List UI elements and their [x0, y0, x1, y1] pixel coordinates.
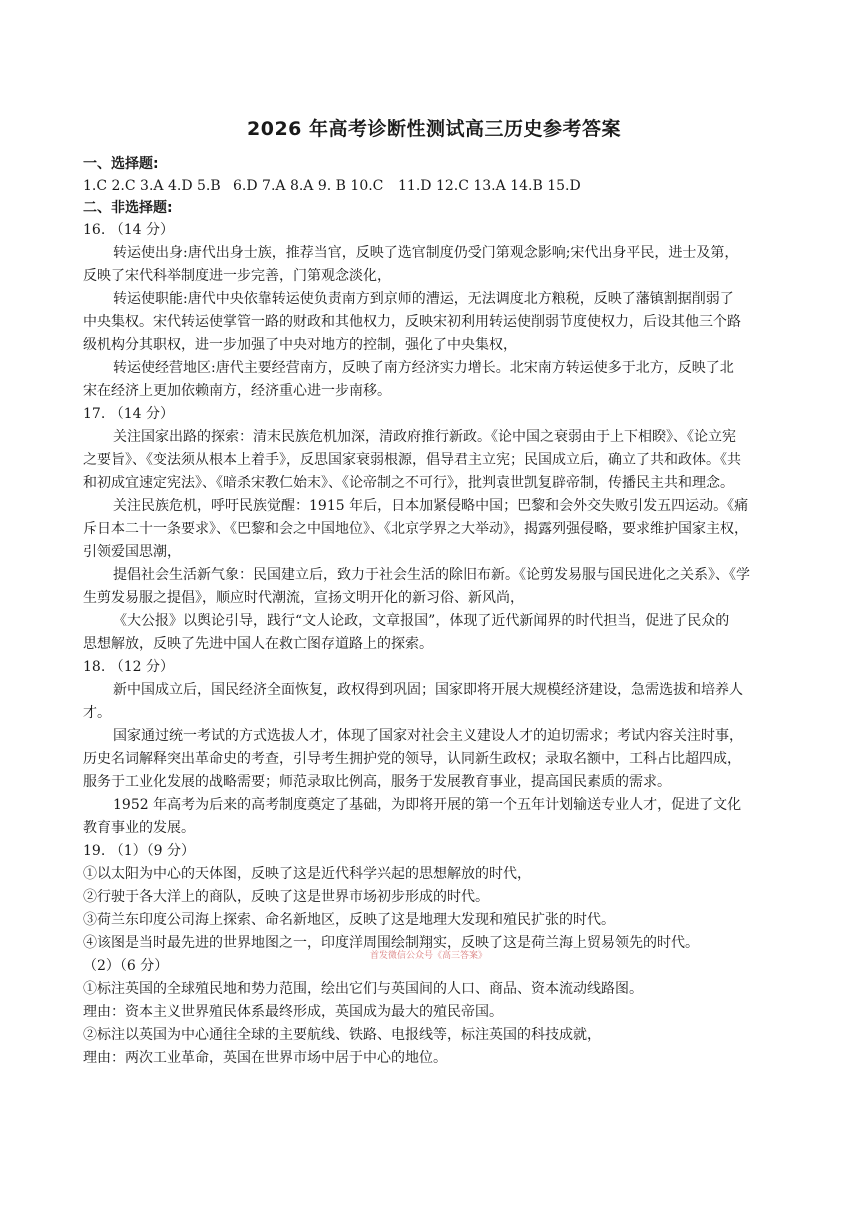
section2-heading: 二、非选择题: [83, 200, 173, 216]
q17-line: 关注国家出路的探索：清末民族危机加深，清政府推行新政。《论中国之衰弱由于上下相睽》、《论立宪 [113, 429, 736, 445]
q17-header: 17. （14 分） [83, 406, 174, 422]
q19-part2-header: （2）（6 分） [83, 958, 169, 974]
q16-line: 转运使经营地区:唐代主要经营南方，反映了南方经济实力增长。北宋南方转运使多于北方，反映了北 [113, 360, 734, 376]
q19-header: 19. （1）（9 分） [83, 843, 195, 859]
q18-line: 服务于工业化发展的战略需要；师范录取比例高，服务于发展教育事业，提高国民素质的需求。 [83, 774, 671, 790]
page-title: 2026 年高考诊断性测试高三历史参考答案 [247, 118, 621, 140]
q17-line: 思想解放，反映了先进中国人在救亡图存道路上的探索。 [83, 636, 433, 652]
q18-line: 1952 年高考为后来的高考制度奠定了基础，为即将开展的第一个五年计划输送专业人才，促进了文化 [113, 797, 742, 813]
mc-group-2: 6.D 7.A 8.A 9. B 10.C [233, 178, 384, 194]
q19-part2-line: 理由：资本主义世界殖民体系最终形成，英国成为最大的殖民帝国。 [83, 1004, 503, 1020]
q18-header: 18. （12 分） [83, 659, 174, 675]
mc-answers-row [83, 175, 788, 197]
q17-line: 和初成宜速定宪法》、《暗杀宋教仁始末》、《论帝制之不可行》，批判袁世凯复辟帝制，传播民主共和理念。 [83, 475, 734, 491]
q16-line: 转运使出身:唐代出身士族，推荐当官，反映了选官制度仍受门第观念影响;宋代出身平民，进士及第， [113, 245, 739, 261]
q17-line: 引领爱国思潮， [83, 544, 181, 560]
q19-part1-line: ③荷兰东印度公司海上探索、命名新地区，反映了这是地理大发现和殖民扩张的时代。 [83, 912, 615, 928]
q17-line: 斥日本二十一条要求》、《巴黎和会之中国地位》、《北京学界之大举动》，揭露列强侵略，要求维护国家主权， [83, 521, 748, 537]
q16-line: 级机构分其职权，进一步加强了中央对地方的控制，强化了中央集权， [83, 337, 517, 353]
watermark-text: 首发微信公众号《高三答案》 [370, 951, 488, 961]
mc-group-1: 1.C 2.C 3.A 4.D 5.B [83, 178, 221, 194]
q18-line: 历史名词解释突出革命史的考查，引导考生拥护党的领导，认同新生政权；录取名额中，工科占比超四成， [83, 751, 741, 767]
q18-line: 才。 [83, 705, 111, 721]
q16-line: 转运使职能:唐代中央依靠转运使负责南方到京师的漕运，无法调度北方粮税，反映了藩镇割据削弱了 [113, 291, 734, 307]
q17-line: 之要旨》、《变法须从根本上着手》，反思国家衰弱根源，倡导君主立宪；民国成立后，确立了共和政体。《共 [83, 452, 741, 468]
q19-part1-line: ②行驶于各大洋上的商队，反映了这是世界市场初步形成的时代。 [83, 889, 489, 905]
q16-line: 宋在经济上更加依赖南方，经济重心进一步南移。 [83, 383, 391, 399]
q16-line: 反映了宋代科举制度进一步完善，门第观念淡化， [83, 268, 391, 284]
q18-line: 国家通过统一考试的方式选拔人才，体现了国家对社会主义建设人才的迫切需求；考试内容关注时事， [113, 728, 743, 744]
q18-line: 教育事业的发展。 [83, 820, 195, 836]
section1-heading: 一、选择题: [83, 156, 159, 172]
q19-part1-line: ④该图是当时最先进的世界地图之一，印度洋周围绘制翔实，反映了这是荷兰海上贸易领先的时代。 [83, 935, 699, 951]
q17-line: 生剪发易服之提倡》，顺应时代潮流，宣扬文明开化的新习俗、新风尚， [83, 590, 524, 606]
q18-line: 新中国成立后，国民经济全面恢复，政权得到巩固；国家即将开展大规模经济建设，急需选拔和培养人 [113, 682, 743, 698]
q16-header: 16. （14 分） [83, 222, 174, 238]
mc-group-3: 11.D 12.C 13.A 14.B 15.D [398, 178, 581, 194]
q19-part1-line: ①以太阳为中心的天体图，反映了这是近代科学兴起的思想解放的时代， [83, 866, 531, 882]
q19-part2-line: ①标注英国的全球殖民地和势力范围，绘出它们与英国间的人口、商品、资本流动线路图。 [83, 981, 643, 997]
q17-line: 《大公报》以舆论引导，践行“文人论政，文章报国”，体现了近代新闻界的时代担当，促进了民众的 [113, 613, 730, 629]
q19-part2-line: 理由：两次工业革命，英国在世界市场中居于中心的地位。 [83, 1050, 447, 1066]
q17-line: 提倡社会生活新气象：民国建立后，致力于社会生活的除旧布新。《论剪发易服与国民进化之关系》、《学 [113, 567, 750, 583]
q19-part2-line: ②标注以英国为中心通往全球的主要航线、铁路、电报线等，标注英国的科技成就， [83, 1027, 601, 1043]
q17-line: 关注民族危机，呼吁民族觉醒：1915 年后，日本加紧侵略中国；巴黎和会外交失败引发五四运动。《痛 [113, 498, 749, 514]
q16-line: 中央集权。宋代转运使掌管一路的财政和其他权力，反映宋初利用转运使削弱节度使权力，后设其他三个路 [83, 314, 741, 330]
